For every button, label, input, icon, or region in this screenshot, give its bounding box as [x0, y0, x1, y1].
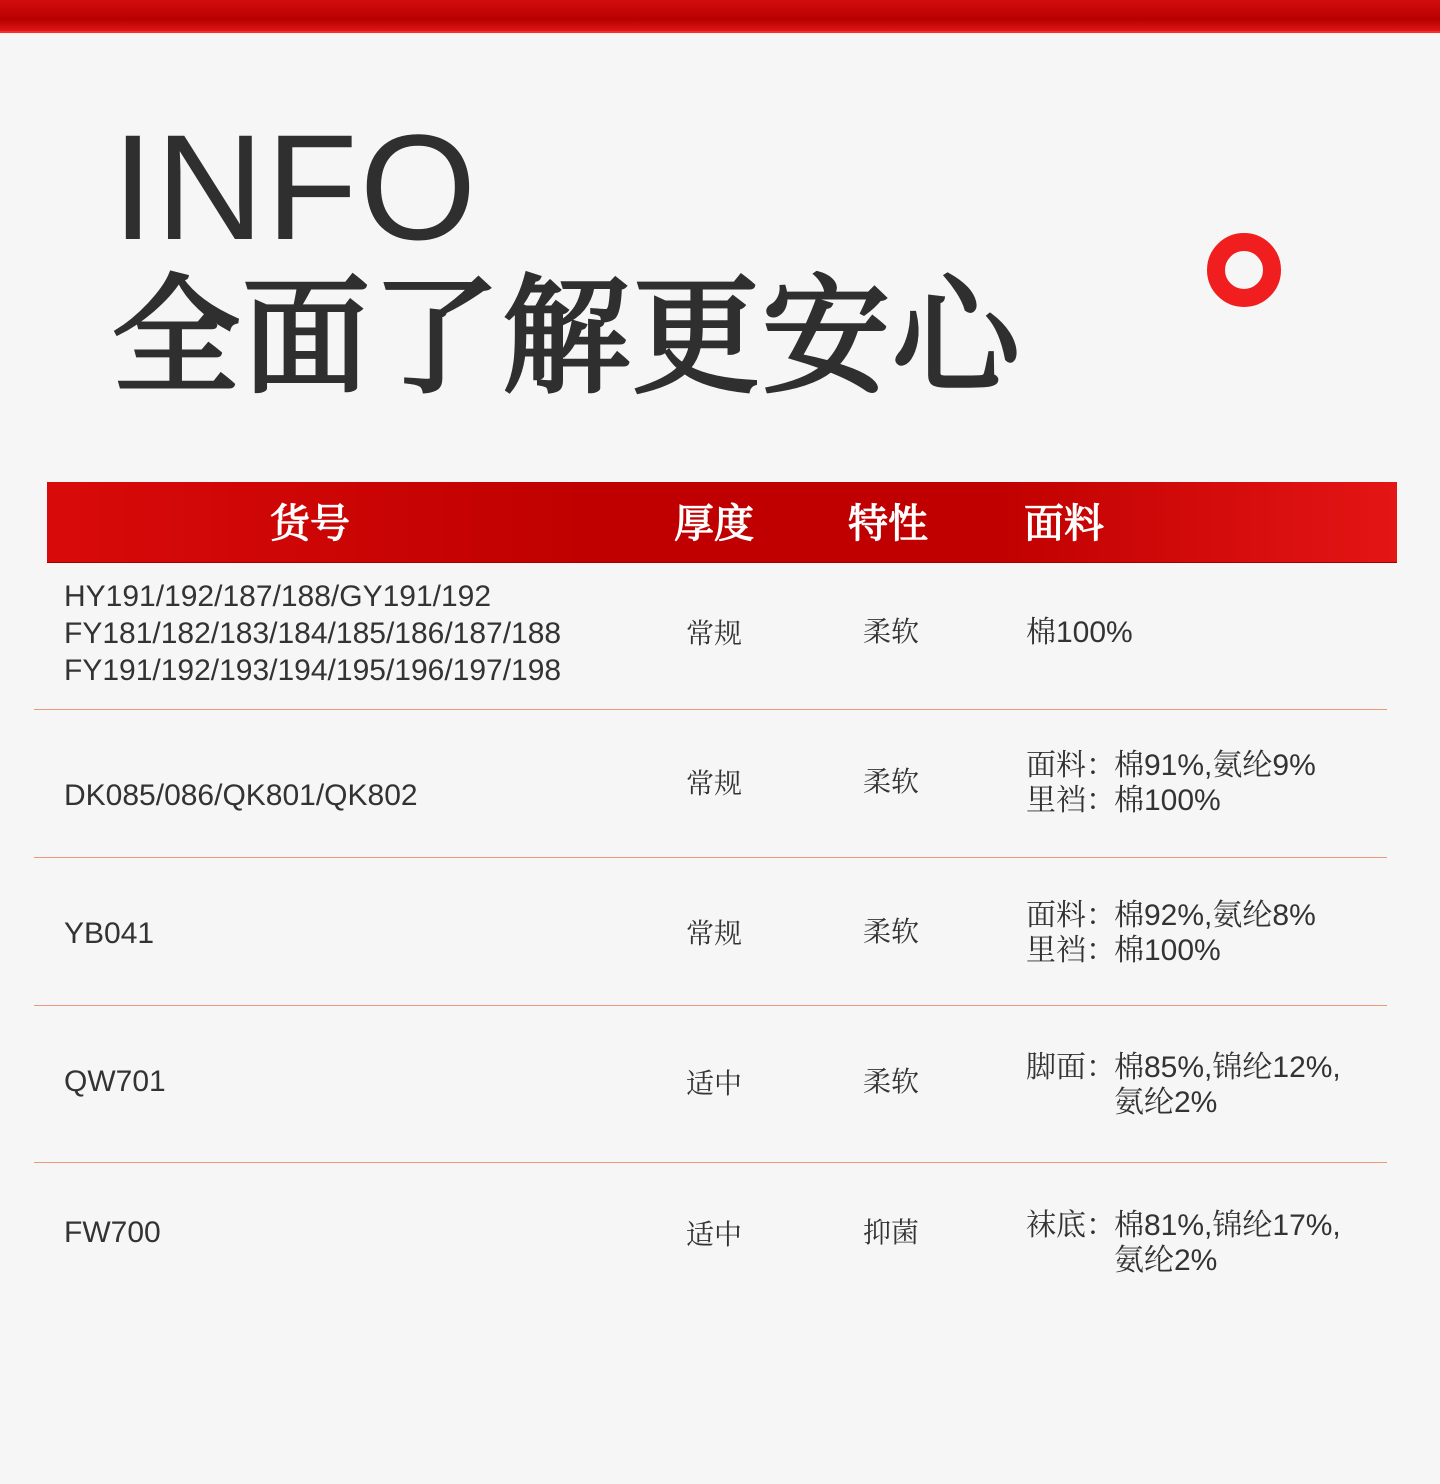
fabric-label: 面料： [1026, 899, 1116, 932]
feature-value: 柔软 [863, 1066, 920, 1097]
table-header [47, 482, 1397, 562]
ring-decoration-icon [1206, 232, 1282, 308]
fabric-composition: 棉100% [1114, 784, 1221, 817]
thickness-value: 适中 [686, 1219, 743, 1250]
fabric-value [1026, 1208, 1341, 1278]
table-row [34, 858, 1387, 1006]
top-red-bar [0, 0, 1440, 32]
table-row [34, 1006, 1387, 1163]
product-code: YB041 [64, 917, 155, 950]
fabric-line: 氨纶2% [1114, 1244, 1218, 1277]
fabric-line [1026, 898, 1316, 933]
code-line: FY181/182/183/184/185/186/187/188 [64, 617, 562, 650]
feature-value: 柔软 [863, 766, 920, 797]
feature-value: 抑菌 [863, 1217, 920, 1248]
fabric-composition: 棉85%,锦纶12%, [1114, 1051, 1341, 1084]
fabric-line [1026, 783, 1316, 818]
fabric-composition: 棉92%,氨纶8% [1114, 899, 1316, 932]
fabric-value [1026, 615, 1133, 650]
product-code [64, 578, 561, 689]
thickness-value: 适中 [686, 1068, 743, 1099]
header-code: 货号 [270, 502, 350, 546]
page-title-zh: 全面了解更安心 [112, 266, 1023, 409]
fabric-line: 棉100% [1026, 616, 1133, 649]
fabric-value [1026, 748, 1316, 818]
fabric-label: 里裆： [1026, 934, 1116, 967]
fabric-line [1026, 748, 1316, 783]
code-line: FY191/192/193/194/195/196/197/198 [64, 654, 562, 687]
fabric-composition: 棉91%,氨纶9% [1114, 749, 1316, 782]
fabric-line [1026, 933, 1316, 968]
table-row [34, 562, 1387, 710]
fabric-label: 里裆： [1026, 784, 1116, 817]
fabric-composition: 棉100% [1114, 934, 1221, 967]
feature-value: 柔软 [863, 916, 920, 947]
fabric-value [1026, 1050, 1341, 1120]
header-thickness: 厚度 [674, 502, 754, 546]
thickness-value: 常规 [686, 918, 743, 949]
product-code: DK085/086/QK801/QK802 [64, 779, 418, 812]
code-line: HY191/192/187/188/GY191/192 [64, 580, 492, 613]
product-code: QW701 [64, 1065, 166, 1098]
fabric-line: 氨纶2% [1114, 1086, 1218, 1119]
fabric-line [1026, 1208, 1341, 1243]
product-code: FW700 [64, 1216, 161, 1249]
table-row [34, 710, 1387, 858]
fabric-line [1026, 1050, 1341, 1085]
table-row [34, 1163, 1387, 1323]
header-feature: 特性 [848, 502, 928, 546]
page-title-en: INFO [112, 103, 479, 271]
fabric-composition: 棉81%,锦纶17%, [1114, 1209, 1341, 1242]
fabric-value [1026, 898, 1316, 968]
thickness-value: 常规 [686, 618, 743, 649]
header-fabric: 面料 [1024, 502, 1104, 546]
fabric-label: 面料： [1026, 749, 1116, 782]
fabric-label: 袜底： [1026, 1209, 1116, 1242]
feature-value: 柔软 [863, 616, 920, 647]
thickness-value: 常规 [686, 768, 743, 799]
fabric-label: 脚面： [1026, 1051, 1116, 1084]
